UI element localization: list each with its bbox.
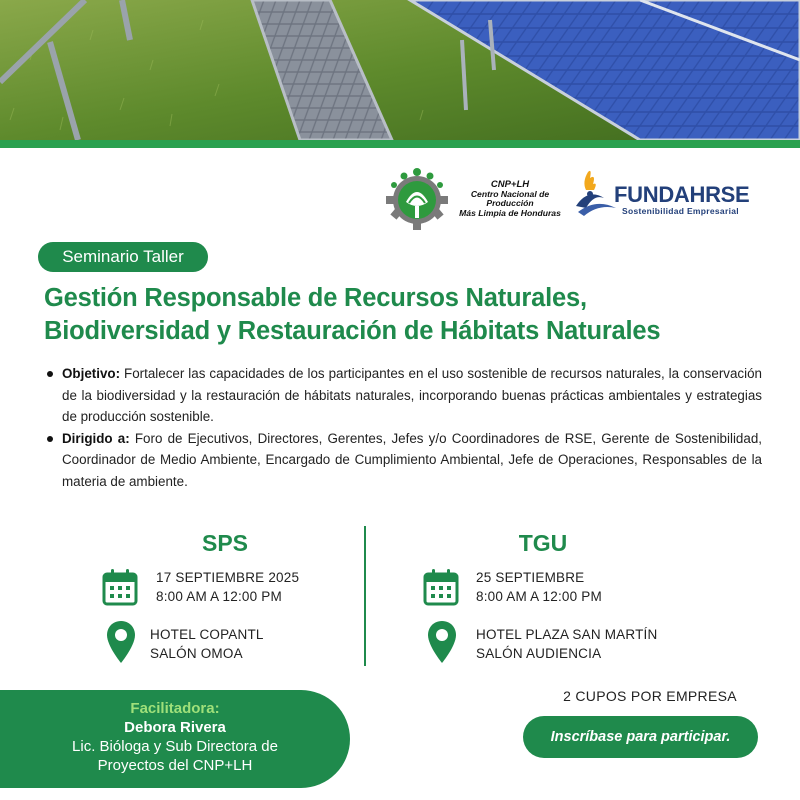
sps-venue [150, 625, 264, 663]
event-type-badge: Seminario Taller [38, 242, 208, 272]
location-city-sps: SPS [201, 530, 249, 556]
event-title [44, 282, 784, 348]
gear-leaf-logo-icon [384, 166, 450, 232]
sps-date: 17 SEPTIEMBRE 2025 [156, 570, 300, 585]
facilitator-name: Debora Rivera [124, 719, 226, 736]
facilitator-panel [0, 690, 350, 788]
sps-hotel: HOTEL COPANTL [150, 627, 264, 642]
fundahrse-logo-tagline: Sostenibilidad Empresarial [622, 206, 739, 216]
seats-per-company: 2 CUPOS POR EMPRESA [563, 688, 737, 704]
event-details-list [44, 363, 762, 492]
locations-divider [364, 526, 366, 666]
tgu-date: 25 SEPTIEMBRE [476, 570, 585, 585]
sps-time: 8:00 AM A 12:00 PM [156, 589, 282, 604]
location-city-tgu: TGU [518, 530, 568, 556]
facilitator-role-line2: Proyectos del CNP+LH [97, 757, 253, 774]
cnp-lh-logo-acronym: CNP+LH [490, 179, 530, 190]
hero-image-solar-panels [0, 0, 800, 140]
fundahrse-logo [574, 168, 769, 220]
tgu-room: SALÓN AUDIENCIA [476, 646, 602, 661]
location-pin-icon [106, 620, 136, 664]
tgu-hotel: HOTEL PLAZA SAN MARTÍN [476, 627, 658, 642]
tgu-time: 8:00 AM A 12:00 PM [476, 589, 602, 604]
tgu-venue [476, 625, 657, 663]
objective-item [44, 363, 762, 428]
calendar-icon [102, 568, 138, 606]
cnp-lh-logo [384, 166, 569, 232]
audience-item [44, 428, 762, 493]
solar-panels-illustration [0, 0, 800, 140]
flame-swoosh-logo-icon [574, 168, 618, 216]
location-pin-icon [427, 620, 457, 664]
cnp-lh-logo-line2: Centro Nacional de Producción [470, 188, 550, 208]
facilitator-label: Facilitadora: [130, 700, 220, 717]
register-button[interactable]: Inscríbase para participar. [523, 716, 758, 758]
event-title-line1: Gestión Responsable de Recursos Naturales, [44, 284, 587, 312]
objective-text: Fortalecer las capacidades de los participantes en el uso sostenible de recursos naturales, la conservación de la biodiversidad y la restauración de hábitats naturales, incorporando buenas prácticas ambientales y estrategias de producción sostenible. [62, 366, 762, 424]
sps-schedule [156, 568, 299, 606]
event-title-line2: Biodiversidad y Restauración de Hábitats Naturales [44, 317, 661, 345]
cnp-lh-logo-text [448, 180, 572, 218]
cnp-lh-logo-line3: Más Limpia de Honduras [459, 207, 561, 218]
objective-label: Objetivo: [62, 366, 121, 381]
tgu-schedule [476, 568, 602, 606]
hero-accent-band [0, 140, 800, 148]
sps-room: SALÓN OMOA [150, 646, 243, 661]
audience-text: Foro de Ejecutivos, Directores, Gerentes, Jefes y/o Coordinadores de RSE, Gerente de Sostenibilidad, Coordinador de Medio Ambiente, Encargado de Cumplimiento Ambiental, Jefe de Operaciones, Responsables de la materia de ambiente. [62, 430, 762, 489]
facilitator-role-line1: Lic. Bióloga y Sub Directora de [72, 738, 278, 755]
audience-label: Dirigido a: [62, 430, 130, 446]
fundahrse-logo-name: FUNDAHRSE [614, 182, 750, 207]
calendar-icon [423, 568, 459, 606]
